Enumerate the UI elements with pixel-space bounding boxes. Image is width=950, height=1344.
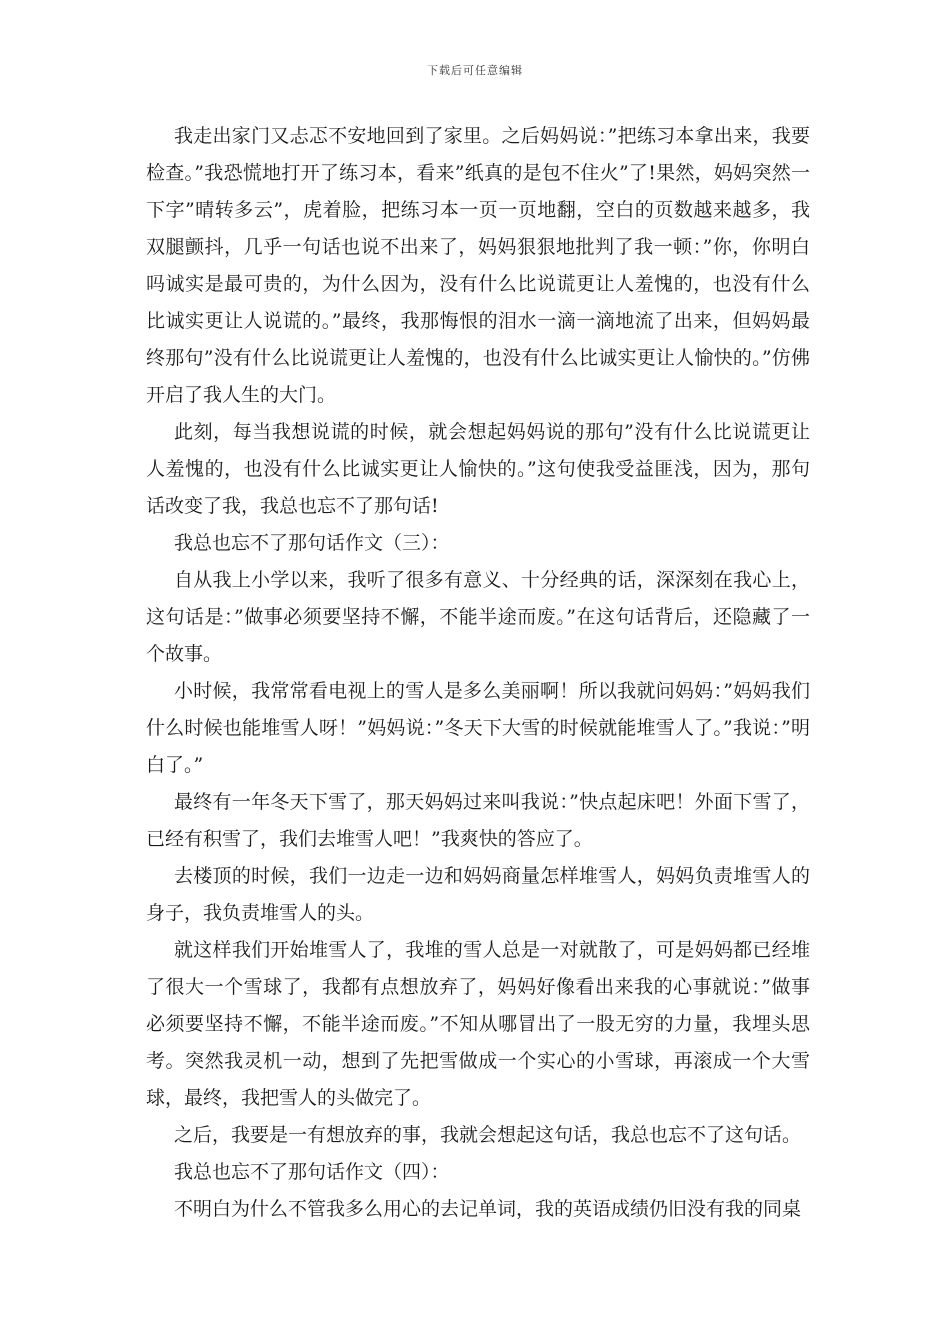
paragraph: 我走出家门又忐忑不安地回到了家里。之后妈妈说：”把练习本拿出来，我要检查。”我恐慌地打开了练习本，看来”纸真的是包不住火”了!果然，妈妈突然一下字”晴转多云”，虎着脸，把练习本一页一页地翻，空白的页数越来越多，我双腿颤抖，几乎一句话也说不出来了，妈妈狠狠地批判了我一顿：”你，你明白吗诚实是最可贵的，为什么因为，没有什么比说谎更让人羞愧的，也没有什么比诚实更让人说谎的。”最终，我那悔恨的泪水一滴一滴地流了出来，但妈妈最终那句”没有什么比说谎更让人羞愧的，也没有什么比诚实更让人愉快的。”仿佛开启了我人生的大门。 (146, 125, 810, 406)
section-heading: 我总也忘不了那句话作文（三）： (174, 532, 450, 554)
paragraph: 去楼顶的时候，我们一边走一边和妈妈商量怎样堆雪人，妈妈负责堆雪人的身子，我负责堆雪人的头。 (146, 865, 810, 924)
paragraph: 最终有一年冬天下雪了，那天妈妈过来叫我说：”快点起床吧！外面下雪了，已经有积雪了，我们去堆雪人吧！”我爽快的答应了。 (146, 791, 810, 850)
section-heading: 我总也忘不了那句话作文（四）： (174, 1161, 450, 1183)
document-body (146, 118, 810, 1228)
paragraph: 小时候，我常常看电视上的雪人是多么美丽啊！所以我就问妈妈：”妈妈我们什么时候也能堆雪人呀！”妈妈说：”冬天下大雪的时候就能堆雪人了。”我说：”明白了。” (146, 680, 810, 776)
paragraph: 就这样我们开始堆雪人了，我堆的雪人总是一对就散了，可是妈妈都已经堆了很大一个雪球了，我都有点想放弃了，妈妈好像看出来我的心事就说：”做事必须要坚持不懈，不能半途而废。”不知从哪冒出了一股无穷的力量，我埋头思考。突然我灵机一动，想到了先把雪做成一个实心的小雪球，再滚成一个大雪球，最终，我把雪人的头做完了。 (146, 939, 810, 1109)
page-header: 下载后可任意编辑 (427, 64, 523, 77)
paragraph: 不明白为什么不管我多么用心的去记单词，我的英语成绩仍旧没有我的同桌 (174, 1198, 802, 1220)
paragraph: 之后，我要是一有想放弃的事，我就会想起这句话，我总也忘不了这句话。 (174, 1124, 802, 1146)
paragraph: 此刻，每当我想说谎的时候，就会想起妈妈说的那句”没有什么比说谎更让人羞愧的，也没有什么比诚实更让人愉快的。”这句使我受益匪浅，因为，那句话改变了我，我总也忘不了那句话! (146, 421, 810, 517)
paragraph: 自从我上小学以来，我听了很多有意义、十分经典的话，深深刻在我心上，这句话是：”做事必须要坚持不懈，不能半途而废。”在这句话背后，还隐藏了一个故事。 (146, 569, 810, 665)
